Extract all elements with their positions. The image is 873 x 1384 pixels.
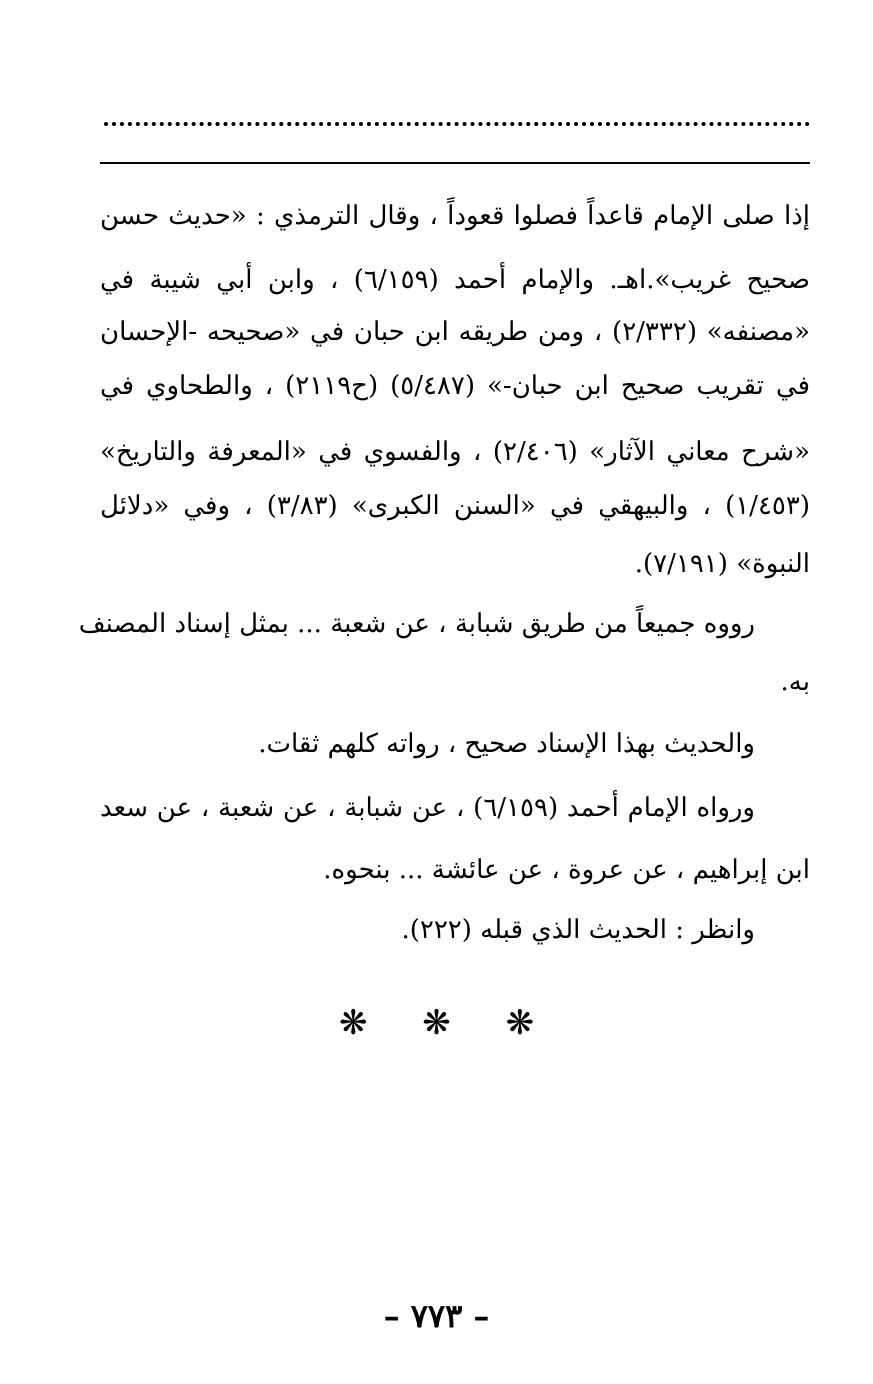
text-line: «شرح معاني الآثار» (٢/٤٠٦) ، والفسوي في «المعرفة والتاريخ» bbox=[100, 437, 810, 467]
asterisk-ornament-icon: ❋ bbox=[505, 1003, 535, 1043]
text-line: (١/٤٥٣) ، والبيهقي في «السنن الكبرى» (٣/٨٣) ، وفي «دلائل bbox=[100, 491, 810, 521]
text-line: والحديث بهذا الإسناد صحيح ، رواته كلهم ثقات. bbox=[258, 729, 755, 759]
text-line: وانظر : الحديث الذي قبله (٢٢٢). bbox=[401, 915, 755, 945]
text-line: به. bbox=[780, 667, 810, 697]
text-line: إذا صلى الإمام قاعداً فصلوا قعوداً ، وقال الترمذي : «حديث حسن bbox=[100, 201, 810, 231]
asterisk-ornament-icon: ❋ bbox=[422, 1003, 451, 1043]
dotted-separator-rule bbox=[104, 122, 810, 126]
solid-separator-rule bbox=[100, 162, 810, 164]
text-line: رووه جميعاً من طريق شبابة ، عن شعبة ... بمثل إسناد المصنف bbox=[78, 609, 755, 639]
text-line: ورواه الإمام أحمد (٦/١٥٩) ، عن شبابة ، عن شعبة ، عن سعد bbox=[100, 793, 755, 823]
text-line: النبوة» (٧/١٩١). bbox=[634, 549, 810, 579]
section-ornaments bbox=[0, 998, 873, 1048]
text-line: في تقريب صحيح ابن حبان-» (٥/٤٨٧) (ح٢١١٩) ، والطحاوي في bbox=[100, 371, 810, 401]
text-line: ابن إبراهيم ، عن عروة ، عن عائشة ... بنحوه. bbox=[323, 855, 810, 885]
page-number: – ٧٧٣ – bbox=[383, 1297, 490, 1335]
asterisk-ornament-icon: ❋ bbox=[338, 1003, 368, 1043]
text-line: «مصنفه» (٢/٣٣٢) ، ومن طريقه ابن حبان في «صحيحه -الإحسان bbox=[100, 317, 810, 347]
text-line: صحيح غريب».اهـ. والإمام أحمد (٦/١٥٩) ، وابن أبي شيبة في bbox=[100, 265, 811, 295]
